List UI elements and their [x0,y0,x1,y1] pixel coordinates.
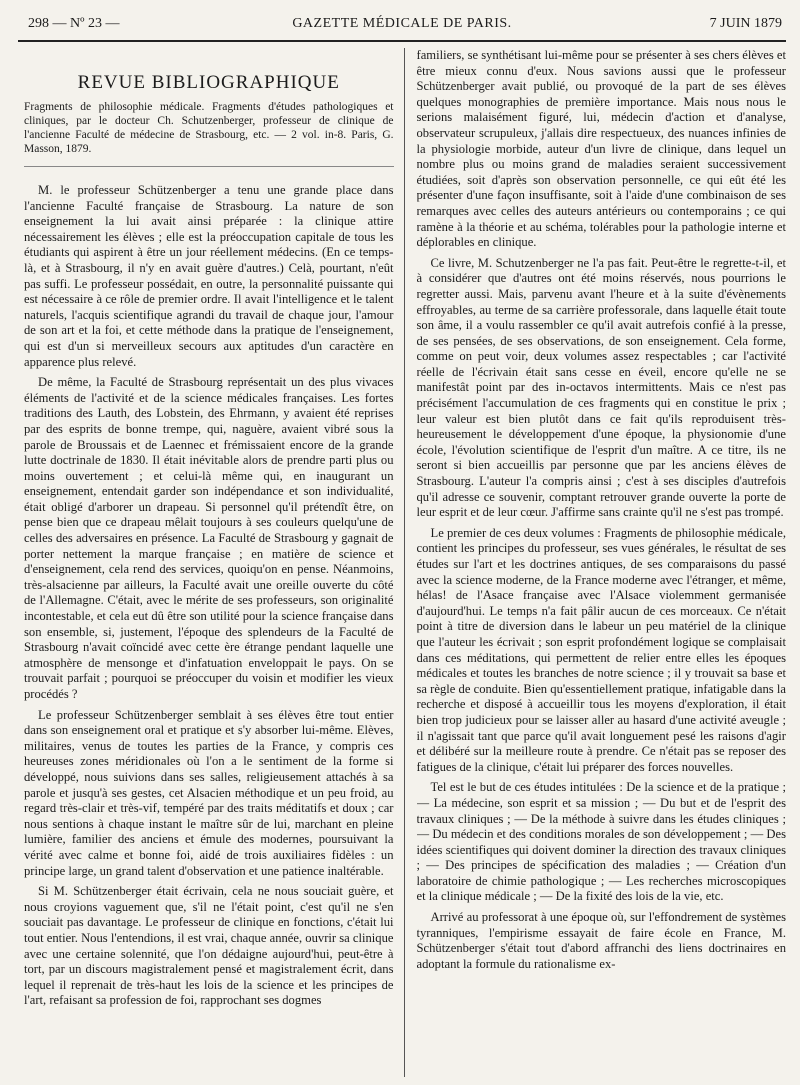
journal-title: GAZETTE MÉDICALE DE PARIS. [292,16,512,31]
right-column [417,48,787,1077]
running-head [18,16,786,38]
page-number: 298 — Nº 23 — [28,16,120,31]
paragraph: Le premier de ces deux volumes : Fragments de philosophie médicale, contient les principes du professeur, ses vues générales, le résultat de ses études sur l'art et les doctrines antiques, de ses comparaisons du passé avec la science moderne, de la France moderne avec l'étranger, et même, hélas! de l'Asace française avec l'Alsace violemment germanisée d'aujourd'hui. Le temps n'a fait pâlir aucun de ces morceaux. Ce n'était point à titre de diversion dans le labeur un peu matériel de la clinique que l'auteur les écrivait ; son esprit profondément logique se complaisait dans ces méditations, qui permettent de relier entre elles les époques médicales et toutes les branches de notre science ; il y trouvait sa base et sa règle de conduite. Bien qu'essentiellement pratique, infatigable dans la recherche et disposé à accueillir tous les moyens d'exploration, il était bien trop judicieux pour se laisser aller au hasard d'une activité aveugle ; il n'agissait tant que parce qu'il avait longuement pesé les raisons d'agir et délibéré sur la meilleure route à prendre. Ce n'était pas se reposer des fatigues de la clinique, c'était lui préparer des forces nouvelles. [416,525,786,774]
paragraph: Ce livre, M. Schutzenberger ne l'a pas fait. Peut-être le regrette-t-il, et à considérer que d'autres ont été moins réservés, nous pourrions le regretter aussi. Mais, parvenu avant l'heure et à la suite d'évènements effroyables, au terme de sa carrière professorale, dans laquelle était toute son âme, il a voulu rassembler ce qu'il avait autrefois confié à la presse, de ses pensées, de ses observations, de son enseignement. Cela forme, comme on peut voir, deux volumes assez respectables ; car l'activité réelle de l'écrivain était sans cesse en éveil, encore qu'elle ne se manifestât point par des in-octavos intermittents. Mais ce n'est pas précisément l'accumulation de ces fragments qui en constitue le prix ; leur valeur est bien plutôt dans ce fait qu'ils reproduisent très-heureusement le développement d'une époque, la physionomie d'une école, l'évolution scientifique de l'esprit d'un maître. A ce titre, ils ne seront si bien accueillis par personne que par les anciens élèves de Strasbourg. L'auteur l'a compris ainsi ; c'est à ses disciples d'autrefois qu'il adresse ce souvenir, comptant retrouver grande ouverte la porte de leur esprit et de leur cœur. J'affirme sans crainte qu'il ne s'est pas trompé. [416,255,786,520]
paragraph: Arrivé au professorat à une époque où, sur l'effondrement de systèmes tyranniques, l'empirisme essayait de faire école en France, M. Schützenberger s'était tout d'abord affranchi des liens doctrinaires en adoptant la formule du rationalisme ex- [416,910,786,971]
paragraph: Le professeur Schützenberger semblait à ses élèves être tout entier dans son enseignement oral et pratique et s'y absorber lui-même. Elèves, militaires, venus de toutes les parties de la France, y compris ces heureuses zones méridionales où l'on a le sentiment de la forme si développé, nous suivions dans ses salles, religieusement attachés à sa parole et jusqu'à ses gestes, cet Alsacien méthodique et un peu froid, au regard très-clair et très-vif, tempéré par des traits méditatifs et doux ; car nous sentions à chaque instant le maître sûr de lui, marchant en pleine lumière, familier des anciens et émule des modernes, poursuivant la vérité avec calme et bonne foi, aidé de trois auxiliaires fidèles : un principe large, un grand talent d'observation et une patience inaltérable. [24,707,394,878]
paragraph: Si M. Schützenberger était écrivain, cela ne nous souciait guère, et nous croyions vaguement que, s'il ne l'était point, c'est qu'il ne s'en souciait pas davantage. Le professeur de clinique en fonctions, c'était lui tout entier. Nous l'entendions, il est vrai, chaque année, ouvrir sa clinique avec une certaine solennité, que l'on dédaigne aujourd'hui, peut-être à tort, par un discours magistralement pensé et magistralement écrit, dans lequel il reprenait de très-haut les lois de la science et les principes de l'art, refaisant sa profession de foi, rapprochant ses dogmes [24,884,394,1008]
bibliography-entry: Fragments de philosophie médicale. Fragments d'études pathologiques et cliniques, par le docteur Ch. Schutzenberger, professeur de clinique de l'ancienne Faculté de médecine de Strasbourg, etc. — 2 vol. in-8. Paris, G. Masson, 1879. [24,100,394,167]
section-title: REVUE BIBLIOGRAPHIQUE [77,72,340,93]
issue-date: 7 JUIN 1879 [709,16,782,31]
paragraph: M. le professeur Schützenberger a tenu une grande place dans l'ancienne Faculté française de Strasbourg. La nature de son enseignement la lui avait ainsi préparée : la clinique attire nécessairement les élèves ; elle est la préoccupation capitale de tous les étudiants qui aspirent à être un jour réellement médecins. (En ce temps-là, et à Strasbourg, il n'y en avait guère d'autres.) Celà, pourtant, n'eût pas suffi. Le professeur possédait, en outre, la personnalité puissante qui est nécessaire à ce rôle de premier ordre. Il avait l'intelligence et le talent naturels, l'acquis scientifique agrandi du travail de chaque jour, l'amour de son art et la foi, et cette méthode dans la pratique de l'enseignement, qui est d'un si merveilleux secours aux aptitudes d'un caractère en apparence plus relevé. [24,183,394,369]
text-columns [24,48,786,1077]
paragraph: De même, la Faculté de Strasbourg représentait un des plus vivaces éléments de l'activité et de la science médicales françaises. Les fortes traditions des Lauth, des Lobstein, des Ehrmann, y avaient été reprises par des esprits de bonne trempe, qui, naguère, avaient vibré sous la parole de Broussais et de Laennec et frémissaient encore de la grande lutte doctrinale de 1830. Il était inévitable alors de prendre parti plus ou moins ouvertement ; et celui-là même qui, en inaugurant un enseignement, entendait garder son indépendance et son individualité, était obligé d'arborer un drapeau. Si personnel qu'il prétendît être, on pense bien que ce drapeau mêlait toujours à ses couleurs quelqu'une de celles des adversaires en présence. La Faculté de Strasbourg y gagnait de porter nettement la marque française ; en matière de science et d'enseignement, cela rend des services, quoiqu'on en pense. Néanmoins, très-alsacienne par ailleurs, la Faculté avait une oreille ouverte du côté de l'Allemagne. C'était, avec le mérite de ses professeurs, son originalité incontestable, et cela eut dû être son utilité pour la science française dans son ensemble, si, justement, l'époque des splendeurs de la Faculté de Strasbourg n'avait coïncidé avec cette ère étrange pendant laquelle une atmosphère de mensonge et d'infatuation enveloppait le pays. On se trouvait parfait ; pourquoi se préoccuper du voisin et modifier les vieux procédés ? [24,375,394,701]
header-rule [18,40,786,42]
paragraph: Tel est le but de ces études intitulées : De la science et de la pratique ; — La médecine, son esprit et sa mission ; — Du but et de l'esprit des travaux cliniques ; — De la méthode à suivre dans les études cliniques ; — Du médecin et des conditions morales de son développement ; — Des idées scientifiques qui doivent dominer la direction des travaux cliniques ; — Des principes de spécification des maladies ; — Création d'un laboratoire de chimie pathologique ; — Les recherches microscopiques et la clinique médicale ; — De la fixité des lois de la vie, etc. [416,780,786,904]
paragraph: familiers, se synthétisant lui-même pour se présenter à ses chers élèves et être mieux connu d'eux. Nous savions aussi que le professeur Schützenberger avait publié, ou provoqué de la part de ses élèves quelques monographies de première importance. Mais nous nous le serions malaisément figuré, lui, médecin d'action et d'analyse, observateur scrupuleux, j'allais dire respectueux, des nuances infinies de la physiologie morbide, auteur d'un livre de clinique, dans lequel un nombre plus ou moins grand de maladies seraient successivement étudiées, soit d'après son observation personnelle, ce qui eût été les présenter d'une façon insuffisante, soit à l'aide d'une combinaison de ses remarques avec celles des auteurs antérieurs ou contemporains ; ce qui ramène à la théorie et au schéma, tolérables pour la pathologie interne et déplorables en clinique. [416,48,786,250]
left-column [24,48,405,1077]
